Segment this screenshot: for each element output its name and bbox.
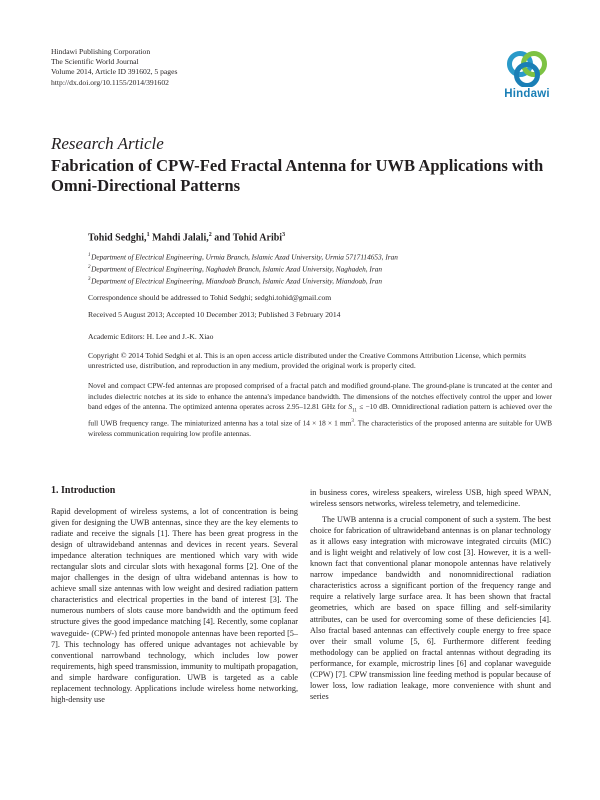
author-affil-mark: 1 — [146, 232, 150, 238]
abstract-text: ≤ −10 dB. Omnidirectional radiation pattern is achieved over the full UWB frequency range. The miniaturized antenna has a total size of 14 × 18 × 1 mm — [88, 402, 552, 428]
abstract — [88, 381, 552, 439]
article-type: Research Article — [51, 134, 164, 153]
volume-info: Volume 2014, Article ID 391602, 5 pages — [51, 67, 178, 77]
author-affil-mark: 3 — [282, 232, 286, 238]
body-column-left — [51, 506, 298, 705]
affil-mark: 1 — [88, 253, 91, 258]
journal-header — [51, 47, 177, 88]
author-name[interactable]: Mahdi Jalali, — [152, 232, 209, 244]
author-name[interactable]: Tohid Aribi — [232, 232, 283, 244]
article-title: Fabrication of CPW-Fed Fractal Antenna for UWB Applications with Omni-Directional Patterns — [51, 156, 544, 195]
author-separator: and — [211, 232, 233, 244]
body-paragraph: in business cores, wireless speakers, wireless USB, high speed WPAN, wireless sensors networks, wireless telemetry, and telemedicine. — [310, 488, 551, 509]
hindawi-logo-icon — [505, 51, 549, 87]
body-paragraph: The UWB antenna is a crucial component of such a system. The best choice for fabrication of ultrawideband antennas is on planar technology as it allows easy integration with microwave integrated circuits (MIC) and is light weight and relatively of low cost [3]. However, it is a well-known fact that conventional planar monopole antennas have relatively narrow impedance bandwidth and nonomnidirectional radiation characteristics across a significant portion of the frequency range and require a relatively large surface area. It has been shown that fractal geometries, which are based on space filling and self-similarity attributes, can be used for overcoming some of these deficiencies [4]. Also fractal based antennas can effectively couple energy to free space over their small volume [5, 6]. Furthermore different feeding methodology can be applied on fractal antennas without degrading its performance, for example, microstrip lines [6] and coplanar waveguide (CPW) [7]. CPW transmission line feeding method is popular because of lower loss, low radiation leakage, more convenience with shunt and series — [310, 515, 551, 701]
affiliation — [88, 263, 398, 275]
logo-text: Hindawi — [504, 88, 550, 100]
author-affil-mark: 2 — [208, 232, 212, 238]
publisher-name: Hindawi Publishing Corporation — [51, 47, 151, 56]
affil-text: Department of Electrical Engineering, Miandoab Branch, Islamic Azad University, Miandoab, Iran — [91, 276, 382, 286]
hindawi-logo — [497, 51, 557, 100]
author-name[interactable]: Tohid Sedghi, — [88, 232, 147, 244]
correspondence: Correspondence should be addressed to Tohid Sedghi; sedghi.tohid@gmail.com — [88, 293, 332, 302]
abstract-text: . The characteristics of the proposed antenna are suitable for UWB wireless communication requiring low profile antennas. — [88, 418, 553, 438]
author-list — [88, 232, 285, 243]
affil-mark: 3 — [88, 277, 91, 283]
abstract-text: Novel and compact CPW-fed antennas are proposed comprised of a fractal patch and modified ground-plane. The ground-plane is truncated at the center and includes dielectric notches at its side to enhance the antenna's impedance bandwidth. The dimensions of the notches effectively control the upper and lower band edges of the antenna. The optimized antenna operates across 2.95–12.81 GHz for — [88, 381, 552, 411]
body-paragraph: Rapid development of wireless systems, a lot of concentration is being given for designing the UWB antennas, since they are the key elements to radiate and receive the signals [1]. There has been great progress in the design of ultrawideband antennas and devices in recent years. Several impedance alteration techniques are mentioned which vary with wide rectangular slots and circular slots with hexagonal forms [2]. One of the major challenges in the design of ultra wideband antennas is how to achieve small size antennas with low weight and desired radiation pattern characteristics and electrical properties in the band of interest [3]. The numerous numbers of slots cause more bandwidth and the optimum feed structure gives the good impedance matching [4]. Recently, some coplanar waveguide- (CPW-) fed printed monopole antennas have been reported [5–7]. This technology has offered unique advantages not achievable by conventional narrowband technology, which includes low power requirements, high speed transmission, immunity to multipath propagation, and simple hardware configuration. UWB is targeted as a cable replacement technology. Applications include wireless home networking, high-density use — [51, 507, 298, 704]
journal-name: The Scientific World Journal — [51, 57, 139, 67]
copyright-notice: Copyright © 2014 Tohid Sedghi et al. This is an open access article distributed under the Creative Commons Attribution License, which permits unrestricted use, distribution, and reproduction in any medium, provided the original work is properly cited. — [88, 351, 526, 371]
doi-link[interactable]: http://dx.doi.org/10.1155/2014/391602 — [51, 77, 169, 87]
affiliation — [88, 251, 398, 263]
section-heading: 1. Introduction — [51, 485, 116, 496]
affiliation — [88, 275, 398, 287]
affil-text: Department of Electrical Engineering, Naghadeh Branch, Islamic Azad University, Naghadeh, Iran — [91, 264, 382, 274]
affiliations — [88, 251, 398, 287]
s-parameter-subscript: 11 — [352, 408, 357, 414]
academic-editors: Academic Editors: H. Lee and J.-K. Xiao — [88, 332, 214, 341]
publication-dates: Received 5 August 2013; Accepted 10 December 2013; Published 3 February 2014 — [88, 310, 341, 319]
unit-exponent: 3 — [351, 418, 354, 424]
affil-text: Department of Electrical Engineering, Urmia Branch, Islamic Azad University, Urmia 5717114653, Iran — [91, 252, 398, 262]
s-parameter-symbol: S — [348, 402, 353, 411]
body-column-right — [310, 487, 551, 702]
affil-mark: 2 — [88, 265, 91, 271]
